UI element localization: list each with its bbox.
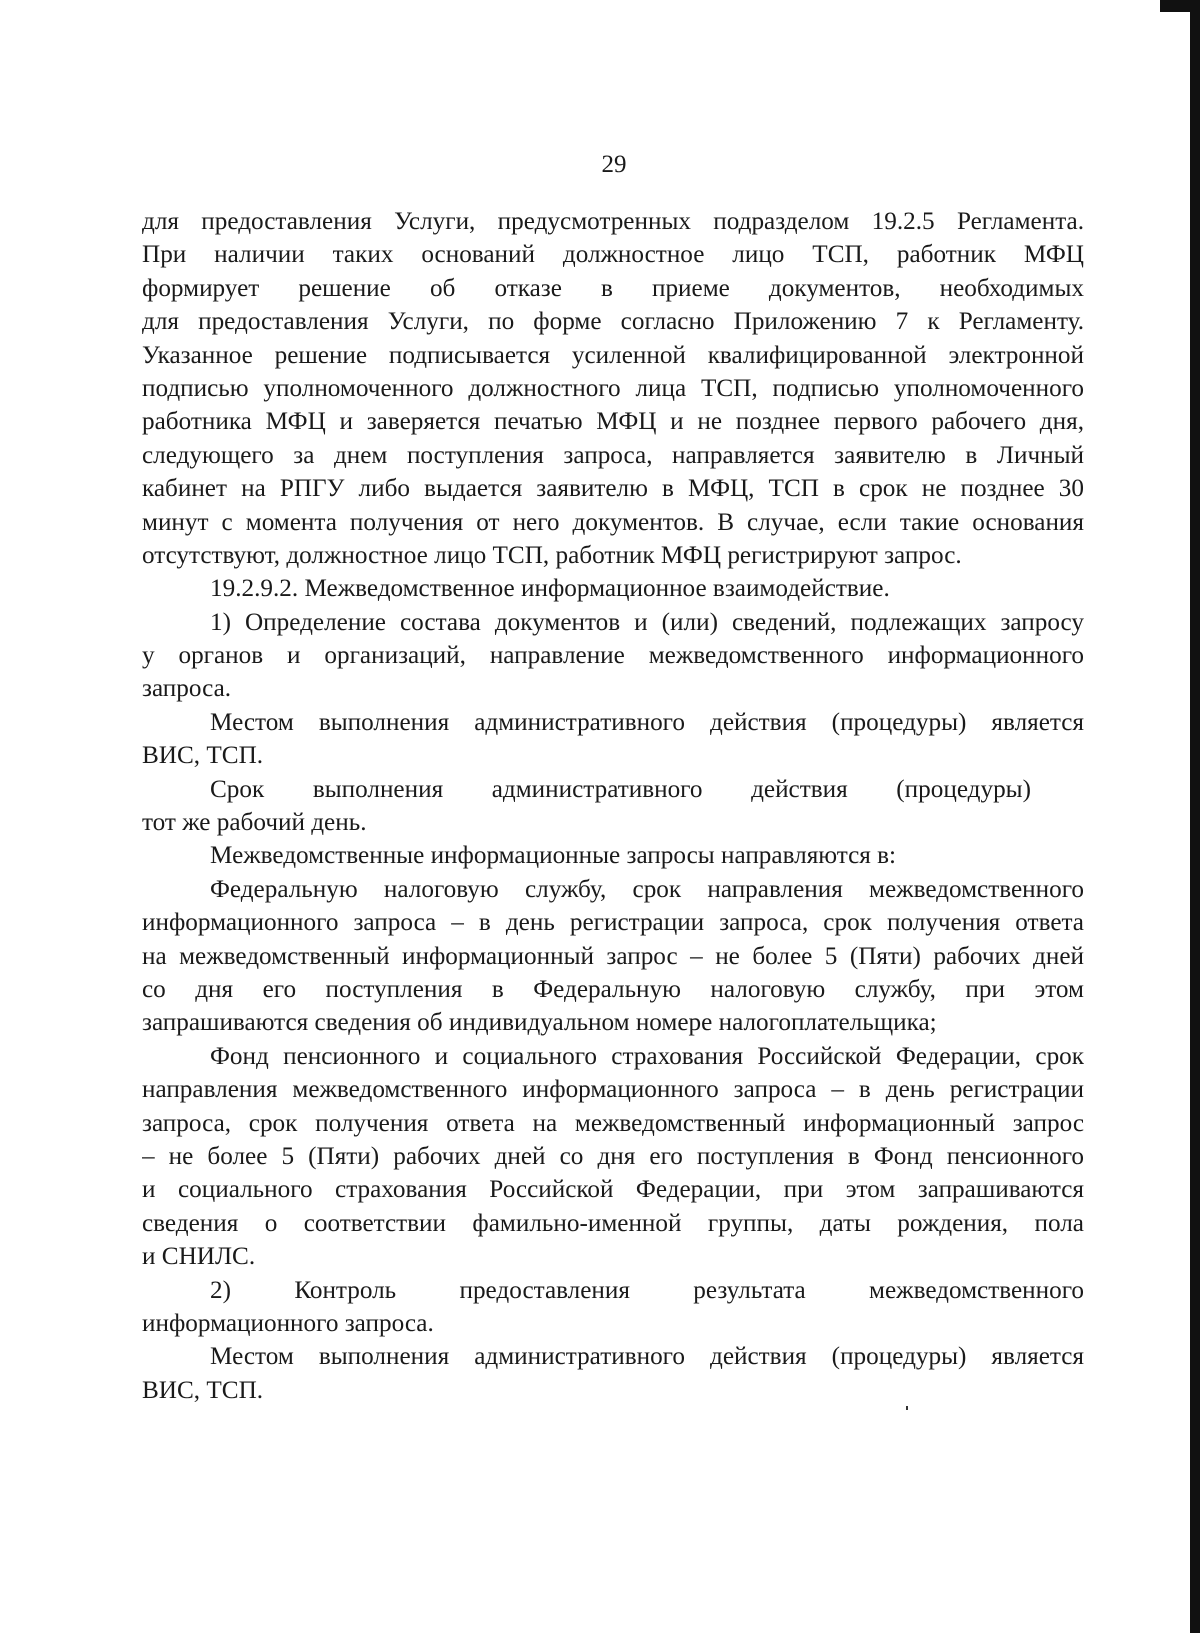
text-line: запроса. [142, 675, 232, 703]
text-line: и СНИЛС. [142, 1243, 256, 1271]
text-line: информационного запроса – в день регистрации запроса, срок получения ответа [142, 909, 1084, 937]
text-line: со дня его поступления в Федеральную налоговую службу, при этом [142, 975, 1084, 1003]
text-line: для предоставления Услуги, по форме согласно Приложению 7 к Регламенту. [142, 308, 1084, 336]
text-line: ВИС, ТСП. [142, 742, 264, 770]
section-heading: 19.2.9.2. Межведомственное информационное взаимодействие. [210, 575, 890, 603]
text-line: для предоставления Услуги, предусмотренных подразделом 19.2.5 Регламента. [142, 208, 1084, 235]
scan-edge-right [1190, 0, 1200, 1633]
text-line: подписью уполномоченного должностного лица ТСП, подписью уполномоченного [142, 374, 1084, 402]
text-line: минут с момента получения от него документов. В случае, если такие основания [142, 508, 1084, 536]
document-body [142, 205, 1084, 1407]
text-line: работника МФЦ и заверяется печатью МФЦ и не позднее первого рабочего дня, [142, 408, 1084, 436]
text-line: сведения о соответствии фамильно-именной группы, даты рождения, пола [142, 1209, 1084, 1237]
text-line: и социального страхования Российской Федерации, при этом запрашиваются [142, 1176, 1084, 1204]
text-line: формирует решение об отказе в приеме документов, необходимых [142, 274, 1084, 302]
text-line: Указанное решение подписывается усиленной квалифицированной электронной [142, 341, 1084, 369]
text-line: 1) Определение состава документов и (или) сведений, подлежащих запросу [210, 608, 1084, 636]
text-line: 2) Контроль предоставления результата межведомственного [210, 1276, 1084, 1304]
text-line: Местом выполнения административного действия (процедуры) является [210, 708, 1084, 736]
text-line: Федеральную налоговую службу, срок направления межведомственного [210, 875, 1084, 903]
page-number: 29 [601, 151, 627, 178]
text-line: При наличии таких оснований должностное лицо ТСП, работник МФЦ [142, 241, 1084, 269]
text-line: Фонд пенсионного и социального страхования Российской Федерации, срок [210, 1042, 1084, 1070]
text-line: запрашиваются сведения об индивидуальном номере налогоплательщика; [142, 1009, 937, 1037]
text-line: Межведомственные информационные запросы направляются в: [210, 842, 897, 870]
scan-speck [906, 1406, 908, 1410]
text-line: Срок выполнения административного действия (процедуры) [210, 775, 1031, 803]
text-line: ВИС, ТСП. [142, 1376, 264, 1404]
text-line: на межведомственный информационный запрос – не более 5 (Пяти) рабочих дней [142, 942, 1084, 970]
text-line: кабинет на РПГУ либо выдается заявителю в МФЦ, ТСП в срок не позднее 30 [142, 475, 1084, 503]
text-line: тот же рабочий день. [142, 809, 367, 837]
text-line: Местом выполнения административного действия (процедуры) является [210, 1343, 1084, 1371]
text-line: отсутствуют, должностное лицо ТСП, работник МФЦ регистрируют запрос. [142, 541, 962, 569]
text-line: направления межведомственного информационного запроса – в день регистрации [142, 1076, 1084, 1104]
text-line: – не более 5 (Пяти) рабочих дней со дня его поступления в Фонд пенсионного [142, 1142, 1084, 1170]
text-line: информационного запроса. [142, 1309, 434, 1337]
text-line: запроса, срок получения ответа на межведомственный информационный запрос [142, 1109, 1084, 1137]
text-line: у органов и организаций, направление межведомственного информационного [142, 642, 1084, 670]
text-line: следующего за днем поступления запроса, направляется заявителю в Личный [142, 441, 1084, 469]
